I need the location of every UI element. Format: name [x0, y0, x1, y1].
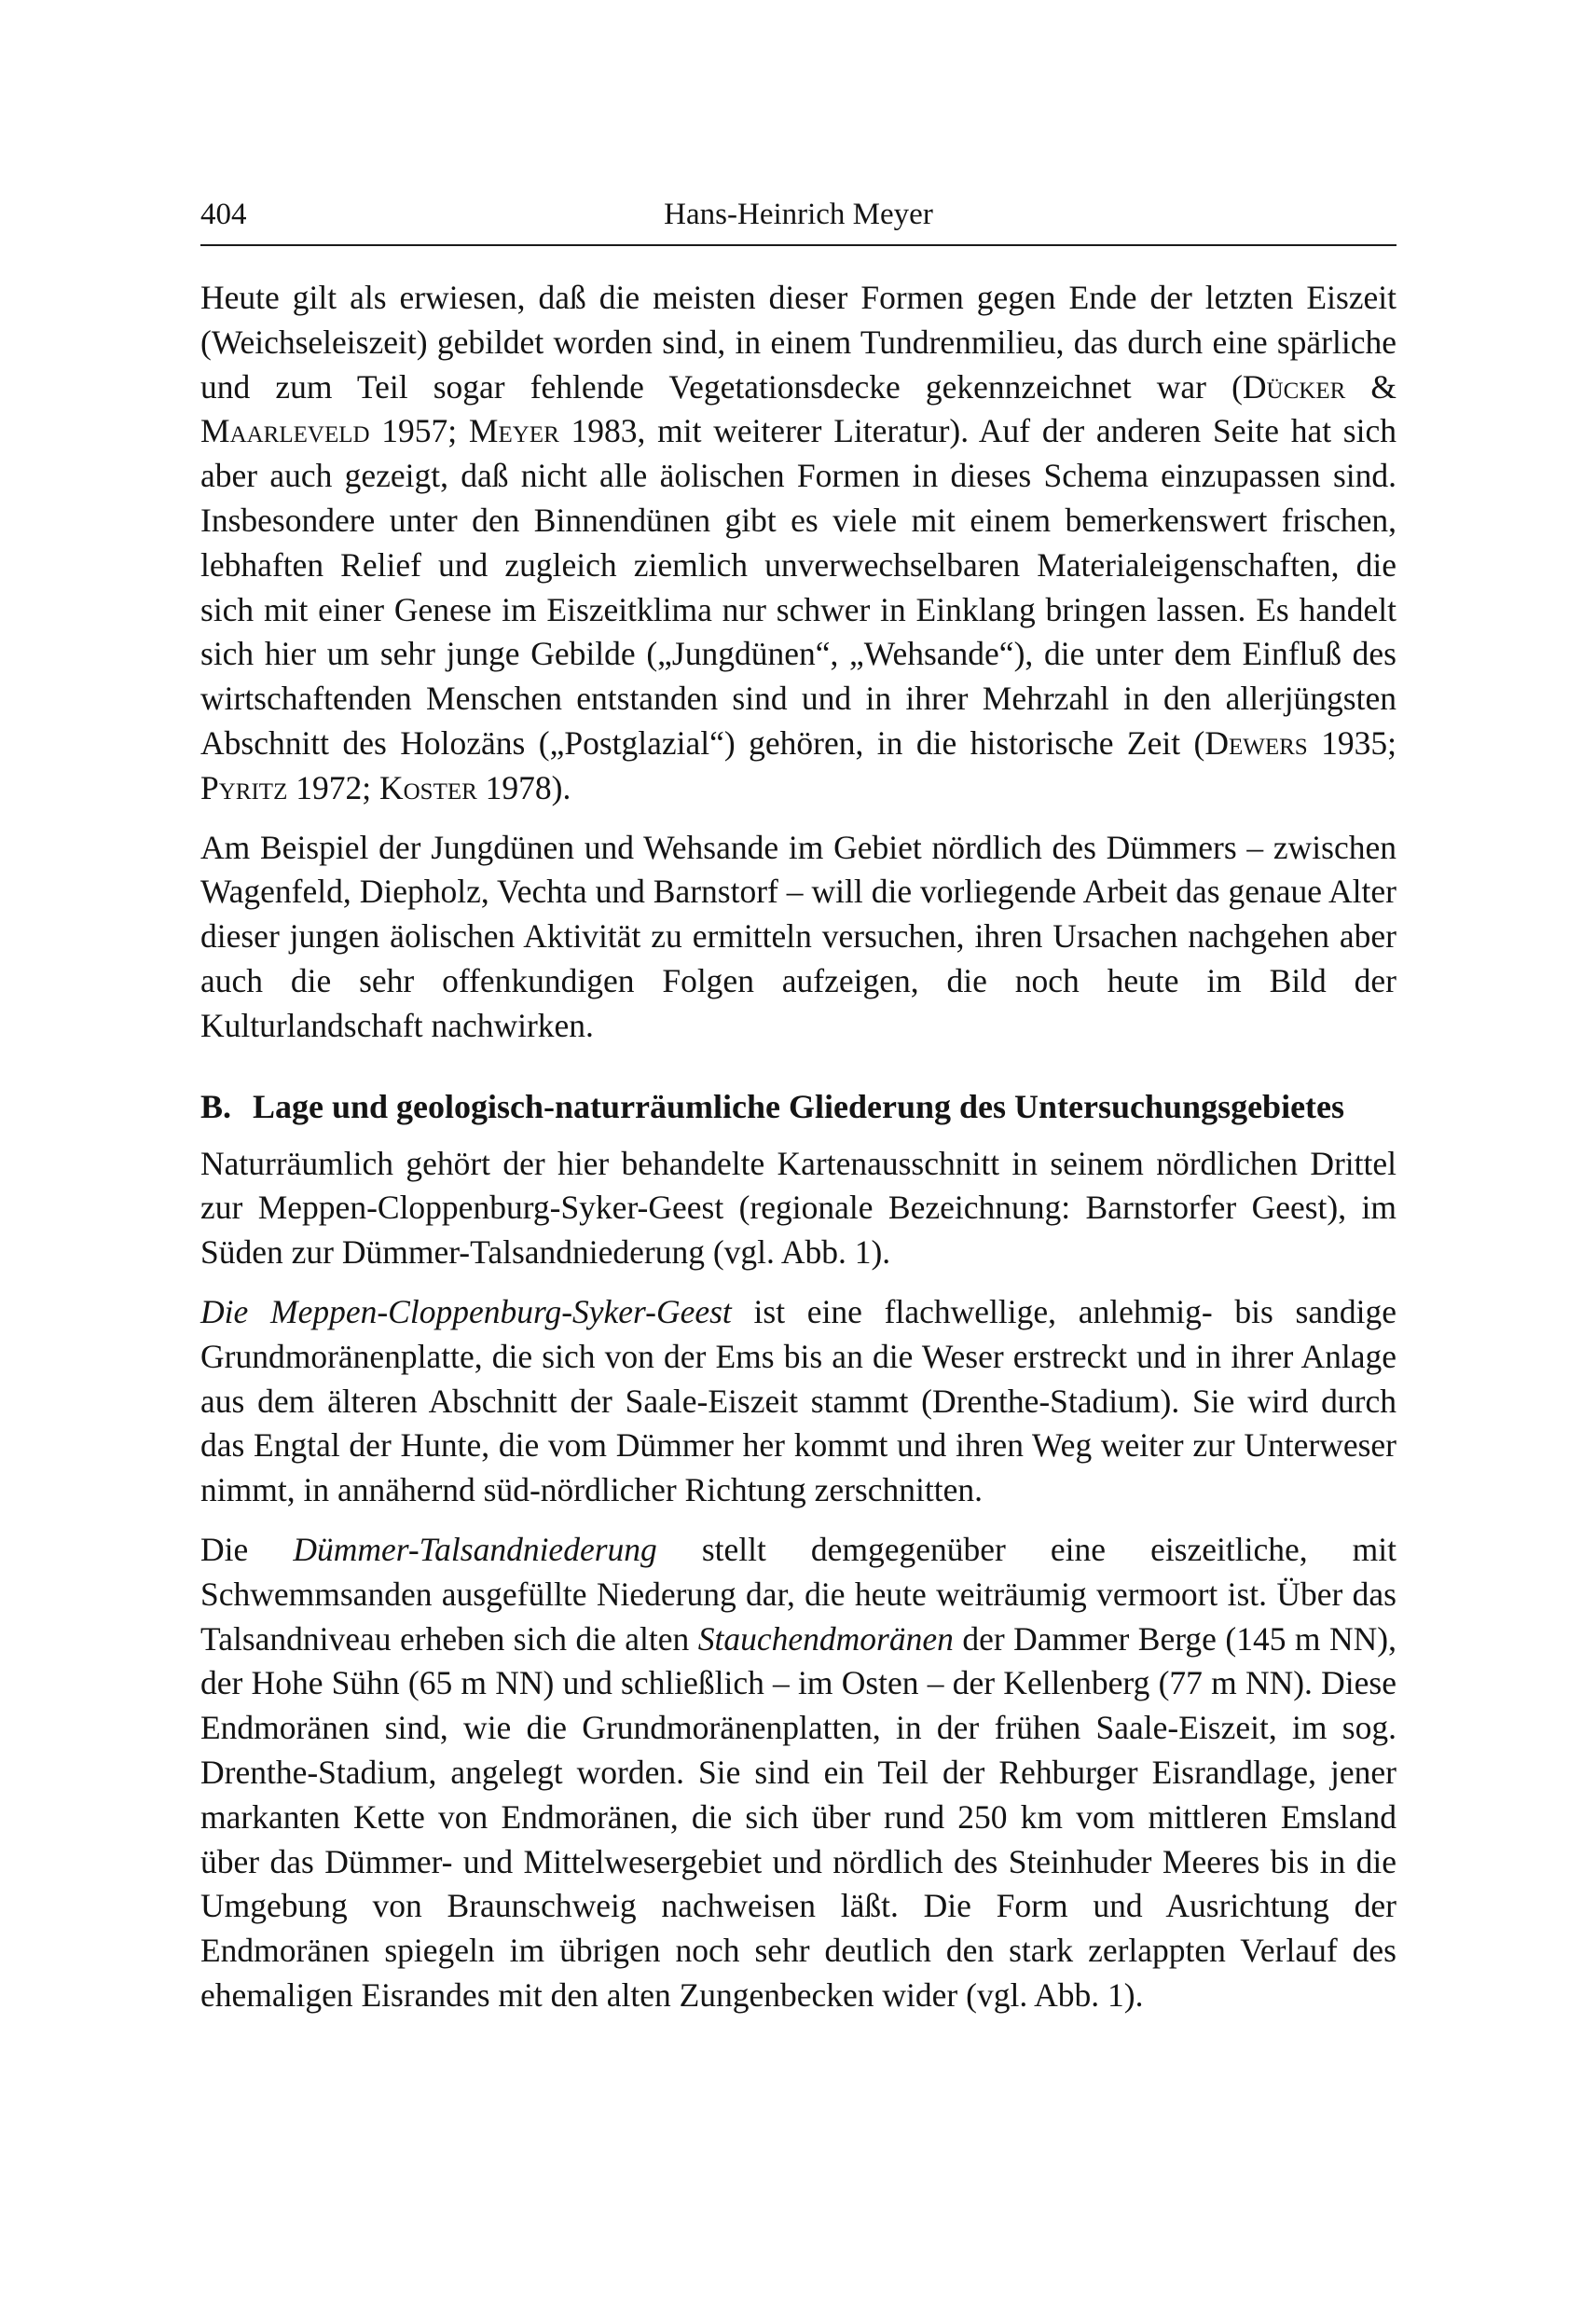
text-run: stellt demgegenüber eine eiszeitliche, mit Schwemmsanden ausgefüllte Niederung dar, die heute weiträumig vermoort ist. Über das Talsandniveau erheben sich die alten: [200, 1530, 1396, 1658]
text-run: 1935;: [1307, 723, 1396, 762]
paragraph-2: Am Beispiel der Jungdünen und Wehsande im Gebiet nördlich des Dümmers – zwischen Wagenfeld, Diepholz, Vechta und Barnstorf – will die vorliegende Arbeit das genaue Alter dieser jungen äolischen Aktivität zu ermitteln versuchen, ihren Ursachen nachgehen aber auch die sehr offenkundigen Folgen aufzeigen, die noch heute im Bild der Kulturlandschaft nachwirken.: [200, 828, 1396, 1044]
text-run: 1972;: [287, 768, 379, 806]
italic-term: Stauchendmoränen: [697, 1619, 954, 1658]
italic-term: Die Meppen-Cloppenburg-Syker-Geest: [200, 1292, 732, 1330]
page-number: 404: [200, 198, 247, 231]
citation-author: Koster: [378, 768, 477, 806]
paragraph-5: [200, 1528, 1396, 2018]
text-run: Die: [200, 1530, 294, 1568]
citation-author: Maarleveld: [200, 412, 370, 450]
citation-author: Dewers: [1204, 723, 1308, 762]
text-run: der Dammer Berge (145 m NN), der Hohe Sühn (65 m NN) und schließlich – im Osten – der Kellenberg (77 m NN). Diese Endmoränen sind, wie die Grundmoränenplatten, in der frühen Saale-Eiszeit, im sog. Drenthe-Stadium, angelegt worden. Sie sind ein Teil der Rehburger Eisrandlage, jener markanten Kette von Endmoränen, die sich über rund 250 km vom mittleren Emsland über das Dümmer- und Mittelwesergebiet und nördlich des Steinhuder Meeres bis in die Umgebung von Braunschweig nachweisen läßt. Die Form und Ausrichtung der Endmoränen spiegeln im übrigen noch sehr deutlich den stark zerlappten Verlauf des ehemaligen Eisrandes mit den alten Zungenbecken wider (vgl. Abb. 1).: [200, 1619, 1396, 2014]
text-run: 1983, mit weiterer Literatur). Auf der anderen Seite hat sich aber auch gezeigt, daß nicht alle äolischen Formen in dieses Schema einzupassen sind. Insbesondere unter den Binnendünen gibt es viele mit einem bemerkenswert frischen, lebhaften Relief und zugleich ziemlich unverwechselbaren Materialeigenschaften, die sich mit einer Genese im Eiszeitklima nur schwer in Einklang bringen lassen. Es handelt sich hier um sehr junge Gebilde („Jungdünen“, „Wehsande“), die unter dem Einfluß des wirtschaftenden Menschen entstanden sind und in ihrer Mehrzahl in den allerjüngsten Abschnitt des Holozäns („Postglazial“) gehören, in die historische Zeit (: [200, 412, 1396, 762]
text-run: 1957;: [369, 412, 469, 450]
paragraph-1: [200, 276, 1396, 811]
document-page: [200, 0, 1396, 2312]
paragraph-4: [200, 1290, 1396, 1513]
running-title: Hans-Heinrich Meyer: [664, 198, 933, 231]
italic-term: Dümmer-Talsandniederung: [293, 1530, 657, 1568]
text-run: ist eine flachwellige, anlehmig- bis sandige Grundmoränenplatte, die sich von der Ems bis an die Weser erstreckt und in ihrer Anlage aus dem älteren Abschnitt der Saale-Eiszeit stammt (Drenthe-Stadium). Sie wird durch das Engtal der Hunte, die vom Dümmer her kommt und ihren Weg weiter zur Unterweser nimmt, in annähernd süd-nördlicher Richtung zerschnitten.: [200, 1292, 1396, 1509]
running-head: [200, 194, 1396, 235]
paragraph-3: Naturräumlich gehört der hier behandelte Kartenausschnitt in seinem nördlichen Drittel zur Meppen-Cloppenburg-Syker-Geest (regionale Bezeichnung: Barnstorfer Geest), im Süden zur Dümmer-Talsandniederung (vgl. Abb. 1).: [200, 1144, 1396, 1272]
text-run: Heute gilt als erwiesen, daß die meisten dieser Formen gegen Ende der letzten Eiszeit (Weichseleiszeit) gebildet worden sind, in einem Tundrenmilieu, das durch eine spärliche und zum Teil sogar fehlende Vegetationsdecke gekennzeichnet war (: [200, 279, 1396, 406]
citation-author: Pyritz: [200, 768, 288, 806]
text-run: 1978).: [476, 768, 571, 806]
citation-author: Dücker: [1242, 367, 1346, 406]
section-title: Lage und geologisch-naturräumliche Gliederung des Untersuchungsgebietes: [253, 1087, 1345, 1125]
header-rule: [200, 244, 1396, 246]
citation-author: Meyer: [468, 412, 559, 450]
text-run: &: [1345, 367, 1396, 406]
body-text: [200, 276, 1396, 2018]
section-heading: [200, 1084, 1396, 1129]
section-letter: B.: [200, 1087, 232, 1125]
